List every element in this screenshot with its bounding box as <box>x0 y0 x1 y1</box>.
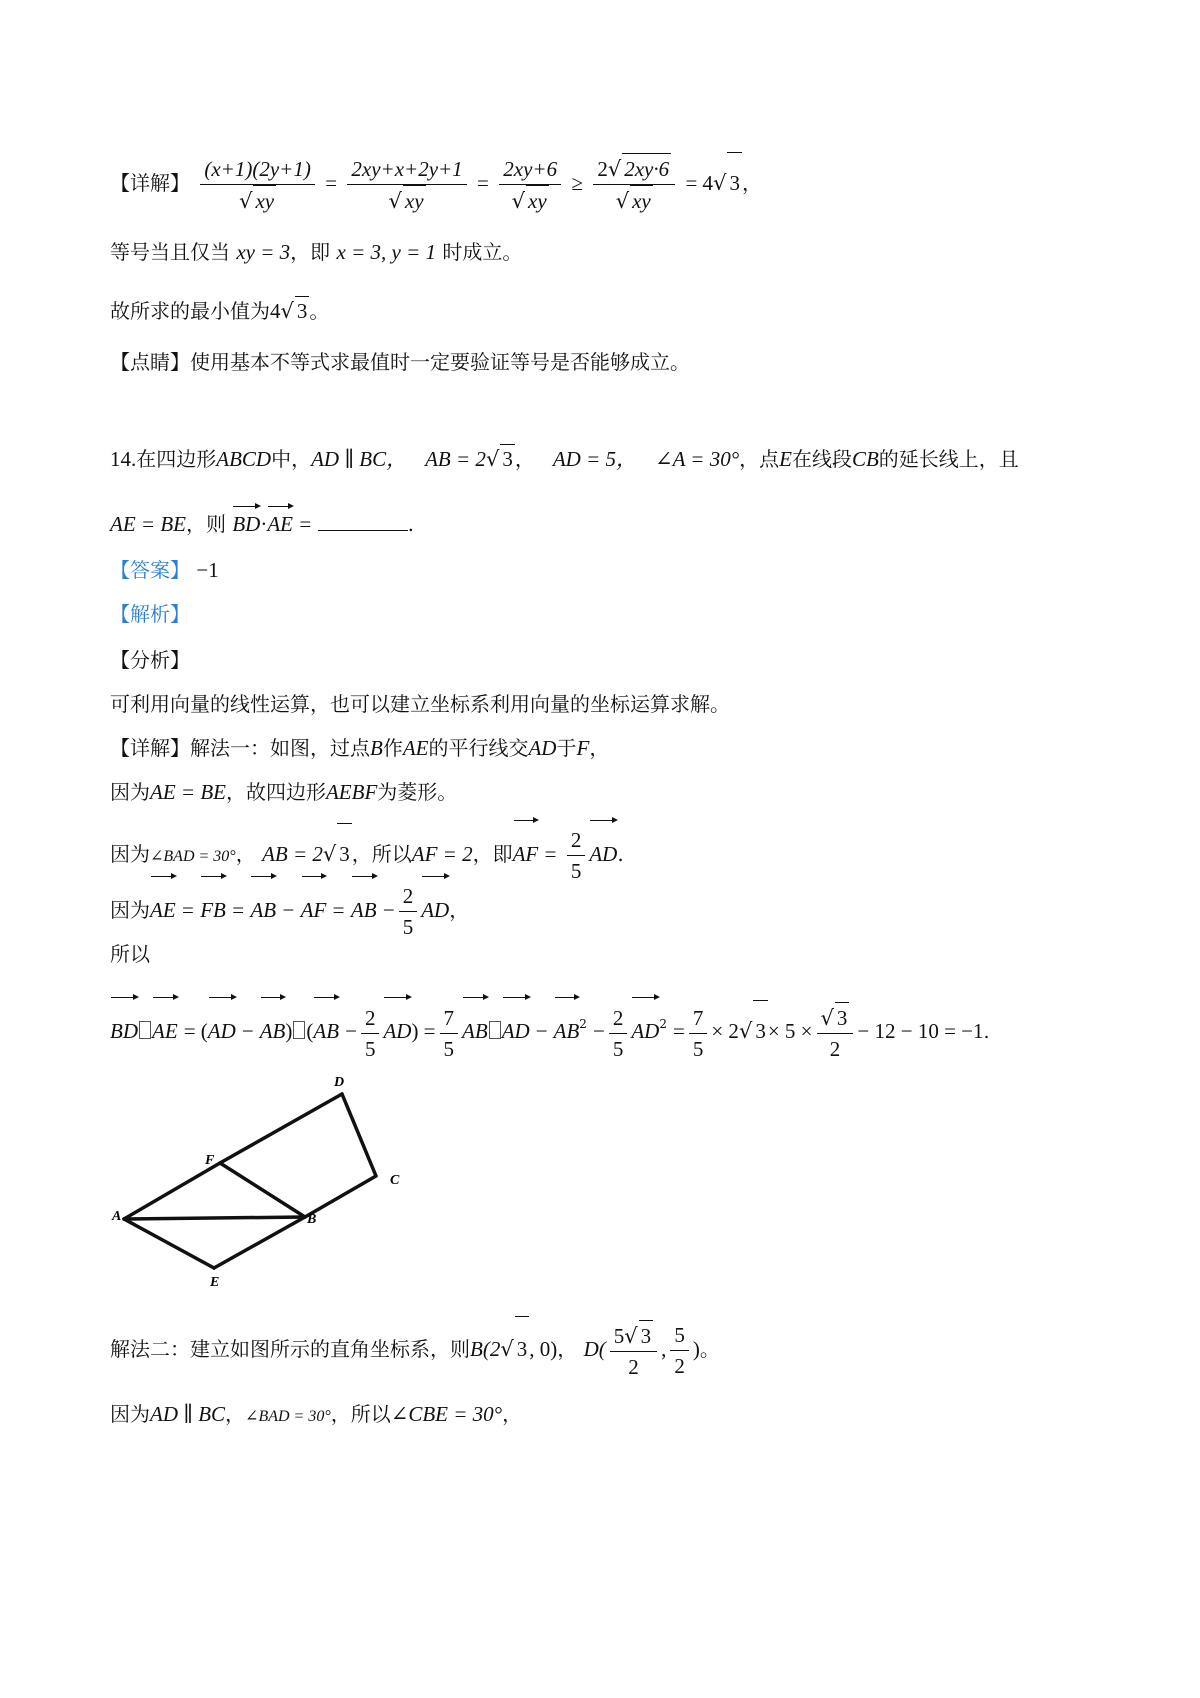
answer-line <box>110 556 219 584</box>
method1-line1: 【详解】解法一：如图，过点B作AE的平行线交AD于F， <box>110 736 610 760</box>
label-e: E <box>210 1275 220 1290</box>
question-14-ask: AE = BE，则 BD·AE = . <box>110 504 414 538</box>
fraction-4-denominator: xy <box>630 185 653 216</box>
segment-ae <box>124 1219 214 1268</box>
method1-line3: 因为∠BAD = 30°， AB = 2√ 3 ，所以AF = 2，即AF = $\frac{2}{5}$ AD. <box>110 818 624 887</box>
result-tail: ， <box>741 171 762 195</box>
fraction-2: $\frac{2xy+x+2y+1}{√ xy}$ <box>347 154 466 216</box>
question-14-stem: 14.在四边形ABCD中，AD ∥ BC， AB = 2√ 3 ， AD = 5， ∠A = 30°，点E在线段CB的延长线上，且 <box>110 444 1019 473</box>
segment-ab <box>124 1217 305 1219</box>
fraction-3-denominator: xy <box>526 185 549 216</box>
fraction-4-radicand: 2xy·6 <box>622 153 671 184</box>
fraction-1-denominator: xy <box>253 185 276 216</box>
question-number: 14. <box>110 447 137 471</box>
comment-text: 使用基本不等式求最值时一定要验证等号是否能够成立。 <box>190 350 690 374</box>
segment-eb <box>214 1217 305 1268</box>
segment-cb <box>305 1176 376 1217</box>
equality-condition: xy = 3 <box>236 240 291 264</box>
label-d: D <box>334 1075 345 1090</box>
detail-label: 【详解】 <box>110 171 190 195</box>
method1-line2: 因为AE = BE，故四边形AEBF为菱形。 <box>110 780 458 804</box>
equality-values: x = 3, y = 1 <box>336 240 437 264</box>
segment-fb <box>220 1163 305 1217</box>
fraction-4: $\frac{2√ 2xy\cdot 6}{√ xy}$ <box>593 153 675 216</box>
geometry-figure <box>110 1070 430 1290</box>
fenxi-label: 【分析】 <box>110 648 190 672</box>
fraction-3: $\frac{2xy+6}{√ xy}$ <box>499 154 561 216</box>
analysis-label: 【解析】 <box>110 602 190 626</box>
label-c: C <box>390 1173 400 1188</box>
comment-line <box>110 348 690 376</box>
answer-blank <box>318 510 408 531</box>
vector-ae: AE <box>267 504 293 538</box>
fraction-2-numerator: 2xy+x+2y+1 <box>347 154 466 185</box>
result: = 4 <box>685 171 714 195</box>
method1-line4: 因为AE = FB = AB − AF = AB − $\frac{2}{5}$ AD， <box>110 874 469 942</box>
method1-line6: BD AE = (AD − AB) (AB − $\frac{2}{5}$ AD) = $\frac{7}{5}$ AB AD − $AB^2$ − $\frac{2}{5}$ $AD^2$ = $\frac{7}{5}$ × 2√ 3× 5 × $\frac{√ 3}{2}$ − 12 − 10 = −1. <box>110 994 990 1064</box>
segment-af <box>124 1163 220 1219</box>
label-f: F <box>205 1153 215 1168</box>
method1-line5: 所以 <box>110 942 150 966</box>
method2-line1: 解法二：建立如图所示的直角坐标系，则B(2√ 3, 0)， D( $\frac{5√ 3}{2}$ , $\frac{5}{2}$ )。 <box>110 1316 720 1382</box>
equality-line: 等号当且仅当 xy = 3，即 x = 3, y = 1 时成立。 <box>110 240 523 264</box>
answer-value: −1 <box>196 558 219 582</box>
vector-bd: BD <box>232 504 260 538</box>
segment-fd <box>220 1094 342 1163</box>
answer-label: 【答案】 <box>110 558 190 582</box>
min-radicand: 3 <box>295 296 310 325</box>
comment-label: 【点睛】 <box>110 350 190 374</box>
method2-line2: 因为AD ∥ BC，∠BAD = 30°，所以∠CBE = 30°， <box>110 1402 523 1426</box>
min-value: 4 <box>270 299 281 323</box>
fraction-3-numerator: 2xy+6 <box>499 154 561 185</box>
segment-dc <box>342 1094 376 1176</box>
fraction-1-numerator: (x+1)(2y+1) <box>200 154 314 185</box>
label-b: B <box>307 1212 317 1227</box>
fraction-4-coef: 2 <box>597 157 608 181</box>
minimum-line: 故所求的最小值为4√ 3 。 <box>110 296 329 325</box>
fraction-2-denominator: xy <box>403 185 426 216</box>
fraction-1: $\frac{(x+1)(2y+1)}{√ xy}$ <box>200 154 314 216</box>
result-radicand: 3 <box>727 152 742 213</box>
label-a: A <box>112 1209 122 1224</box>
fenxi-text: 可利用向量的线性运算，也可以建立坐标系利用向量的坐标运算求解。 <box>110 692 730 716</box>
detail-formula-line: 【详解】 $\frac{(x+1)(2y+1)}{√ xy}$ = $\frac{2xy+x+2y+1}{√ xy}$ = $\frac{2xy+6}{√ xy}$ ≥ $\frac{2√ 2xy\cdot 6}{√ xy}$ = 4√ 3 ， <box>110 152 762 216</box>
